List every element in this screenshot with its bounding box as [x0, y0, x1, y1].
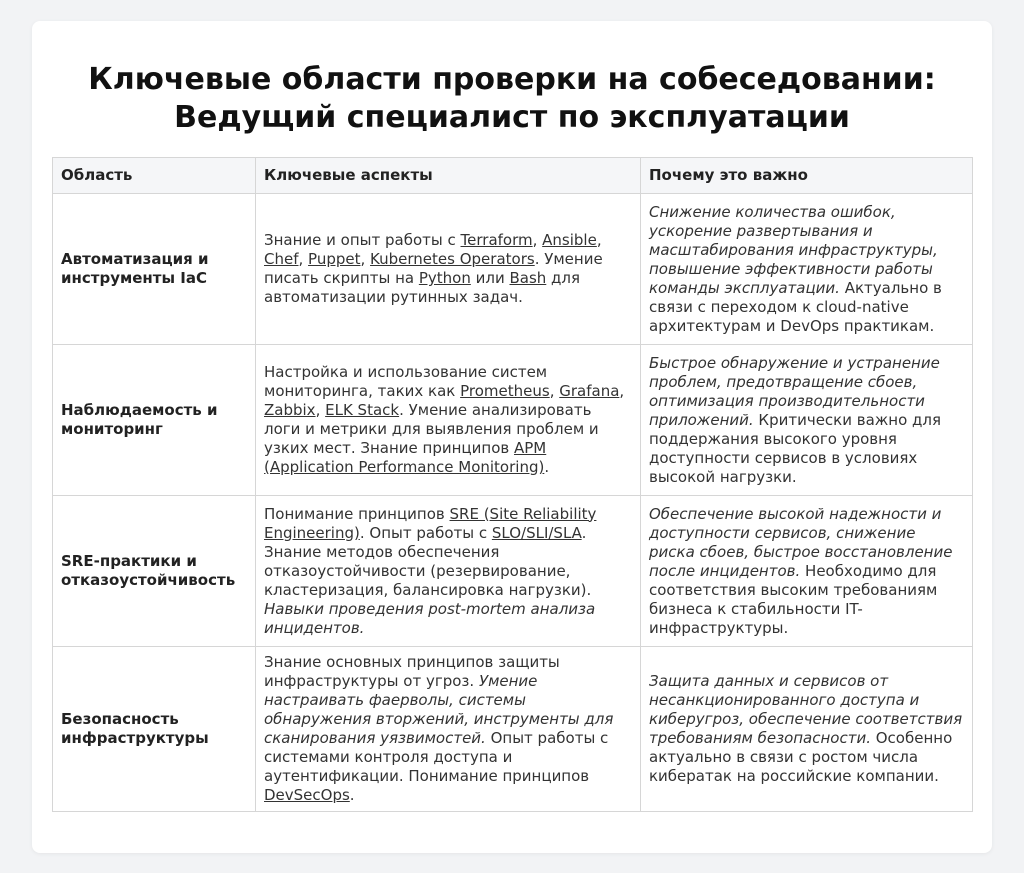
- aspects-cell: [256, 345, 641, 496]
- tech-term: Chef: [264, 250, 299, 268]
- title-line-1: Ключевые области проверки на собеседовании:: [88, 62, 936, 97]
- emphasis-text: Снижение количества ошибок, ускорение развертывания и масштабирования инфраструктуры, повышение эффективности работы команды эксплуатации.: [649, 202, 938, 297]
- cell-text: . Умение писать скрипты на: [264, 250, 603, 287]
- aspects-cell: [256, 496, 641, 647]
- emphasis-text: Обеспечение высокой надежности и доступности сервисов, снижение риска сбоев, быстрое восстановление после инцидентов.: [649, 504, 953, 580]
- tech-term: Python: [418, 269, 471, 287]
- cell-text: Необходимо для соответствия высоким требованиям бизнеса к стабильности IT-инфраструктуры.: [649, 561, 938, 637]
- cell-text: ,: [549, 382, 560, 400]
- tech-term: Kubernetes Operators: [370, 250, 535, 268]
- cell-text: ,: [532, 231, 543, 249]
- cell-text: ,: [596, 231, 602, 249]
- emphasis-text: Быстрое обнаружение и устранение проблем, предотвращение сбоев, оптимизация производительности приложений.: [649, 353, 940, 429]
- cell-text: Особенно актуально в связи с ростом числа кибератак на российские компании.: [649, 729, 953, 785]
- tech-term: ELK Stack: [325, 401, 400, 419]
- table-header-row: [53, 158, 973, 194]
- title-line-2: Ведущий специалист по эксплуатации: [174, 100, 850, 135]
- interview-areas-table: [52, 157, 973, 812]
- cell-text: . Умение анализировать логи и метрики для выявления проблем и узких мест. Знание принципов: [264, 401, 599, 457]
- table-row: [53, 345, 973, 496]
- area-cell: Наблюдаемость и мониторинг: [53, 345, 256, 496]
- emphasis-text: Умение настраивать фаерволы, системы обнаружения вторжений, инструменты для сканирования уязвимостей.: [264, 672, 614, 747]
- cell-text: ,: [619, 382, 625, 400]
- header-aspects: Ключевые аспекты: [256, 158, 641, 194]
- importance-cell: [641, 496, 973, 647]
- cell-text: Опыт работы с системами контроля доступа и аутентификации. Понимание принципов: [264, 729, 609, 785]
- tech-term: Prometheus: [460, 382, 550, 400]
- cell-text: для автоматизации рутинных задач.: [264, 269, 581, 306]
- cell-text: Знание и опыт работы с: [264, 231, 461, 249]
- tech-term: SLO/SLI/SLA: [491, 523, 582, 542]
- table-row: [53, 496, 973, 647]
- header-importance: Почему это важно: [641, 158, 973, 194]
- cell-text: . Знание методов обеспечения отказоустойчивости (резервирование, кластеризация, балансировка нагрузки).: [264, 523, 592, 599]
- tech-term: APM (Application Performance Monitoring): [264, 439, 547, 476]
- table-row: [53, 647, 973, 812]
- aspects-cell: [256, 194, 641, 345]
- cell-text: .: [544, 458, 550, 476]
- tech-term: Ansible: [542, 231, 597, 249]
- cell-text: Понимание принципов: [264, 504, 450, 523]
- cell-text: .: [349, 786, 355, 804]
- tech-term: Zabbix: [264, 401, 316, 419]
- cell-text: ,: [360, 250, 371, 268]
- cell-text: Критически важно для поддержания высокого уровня доступности сервисов в условиях высокой нагрузки.: [649, 410, 942, 486]
- page-title: [32, 61, 992, 137]
- tech-term: Bash: [509, 269, 547, 287]
- cell-text: или: [470, 269, 510, 287]
- tech-term: DevSecOps: [264, 786, 350, 804]
- importance-cell: [641, 647, 973, 812]
- cell-text: Знание основных принципов защиты инфраструктуры от угроз.: [264, 653, 560, 690]
- cell-text: Актуально в связи с переходом к cloud-native архитектурам и DevOps практикам.: [649, 278, 942, 335]
- cell-text: Настройка и использование систем мониторинга, таких как: [264, 363, 548, 400]
- emphasis-text: Защита данных и сервисов от несанкционированного доступа и киберугроз, обеспечение соответствия требованиям безопасности.: [649, 672, 963, 747]
- importance-cell: [641, 194, 973, 345]
- tech-term: Terraform: [460, 231, 533, 249]
- tech-term: SRE (Site Reliability Engineering): [264, 504, 597, 542]
- cell-text: . Опыт работы с: [359, 523, 492, 542]
- emphasis-text: Навыки проведения post-mortem анализа инцидентов.: [264, 599, 596, 637]
- importance-cell: [641, 345, 973, 496]
- cell-text: ,: [315, 401, 326, 419]
- header-area: Область: [53, 158, 256, 194]
- table-row: [53, 194, 973, 345]
- cell-text: ,: [298, 250, 309, 268]
- area-cell: Автоматизация и инструменты IaC: [53, 194, 256, 345]
- content-card: [32, 21, 992, 853]
- area-cell: SRE-практики и отказоустойчивость: [53, 496, 256, 647]
- tech-term: Grafana: [559, 382, 620, 400]
- aspects-cell: [256, 647, 641, 812]
- area-cell: Безопасность инфраструктуры: [53, 647, 256, 812]
- tech-term: Puppet: [308, 250, 361, 268]
